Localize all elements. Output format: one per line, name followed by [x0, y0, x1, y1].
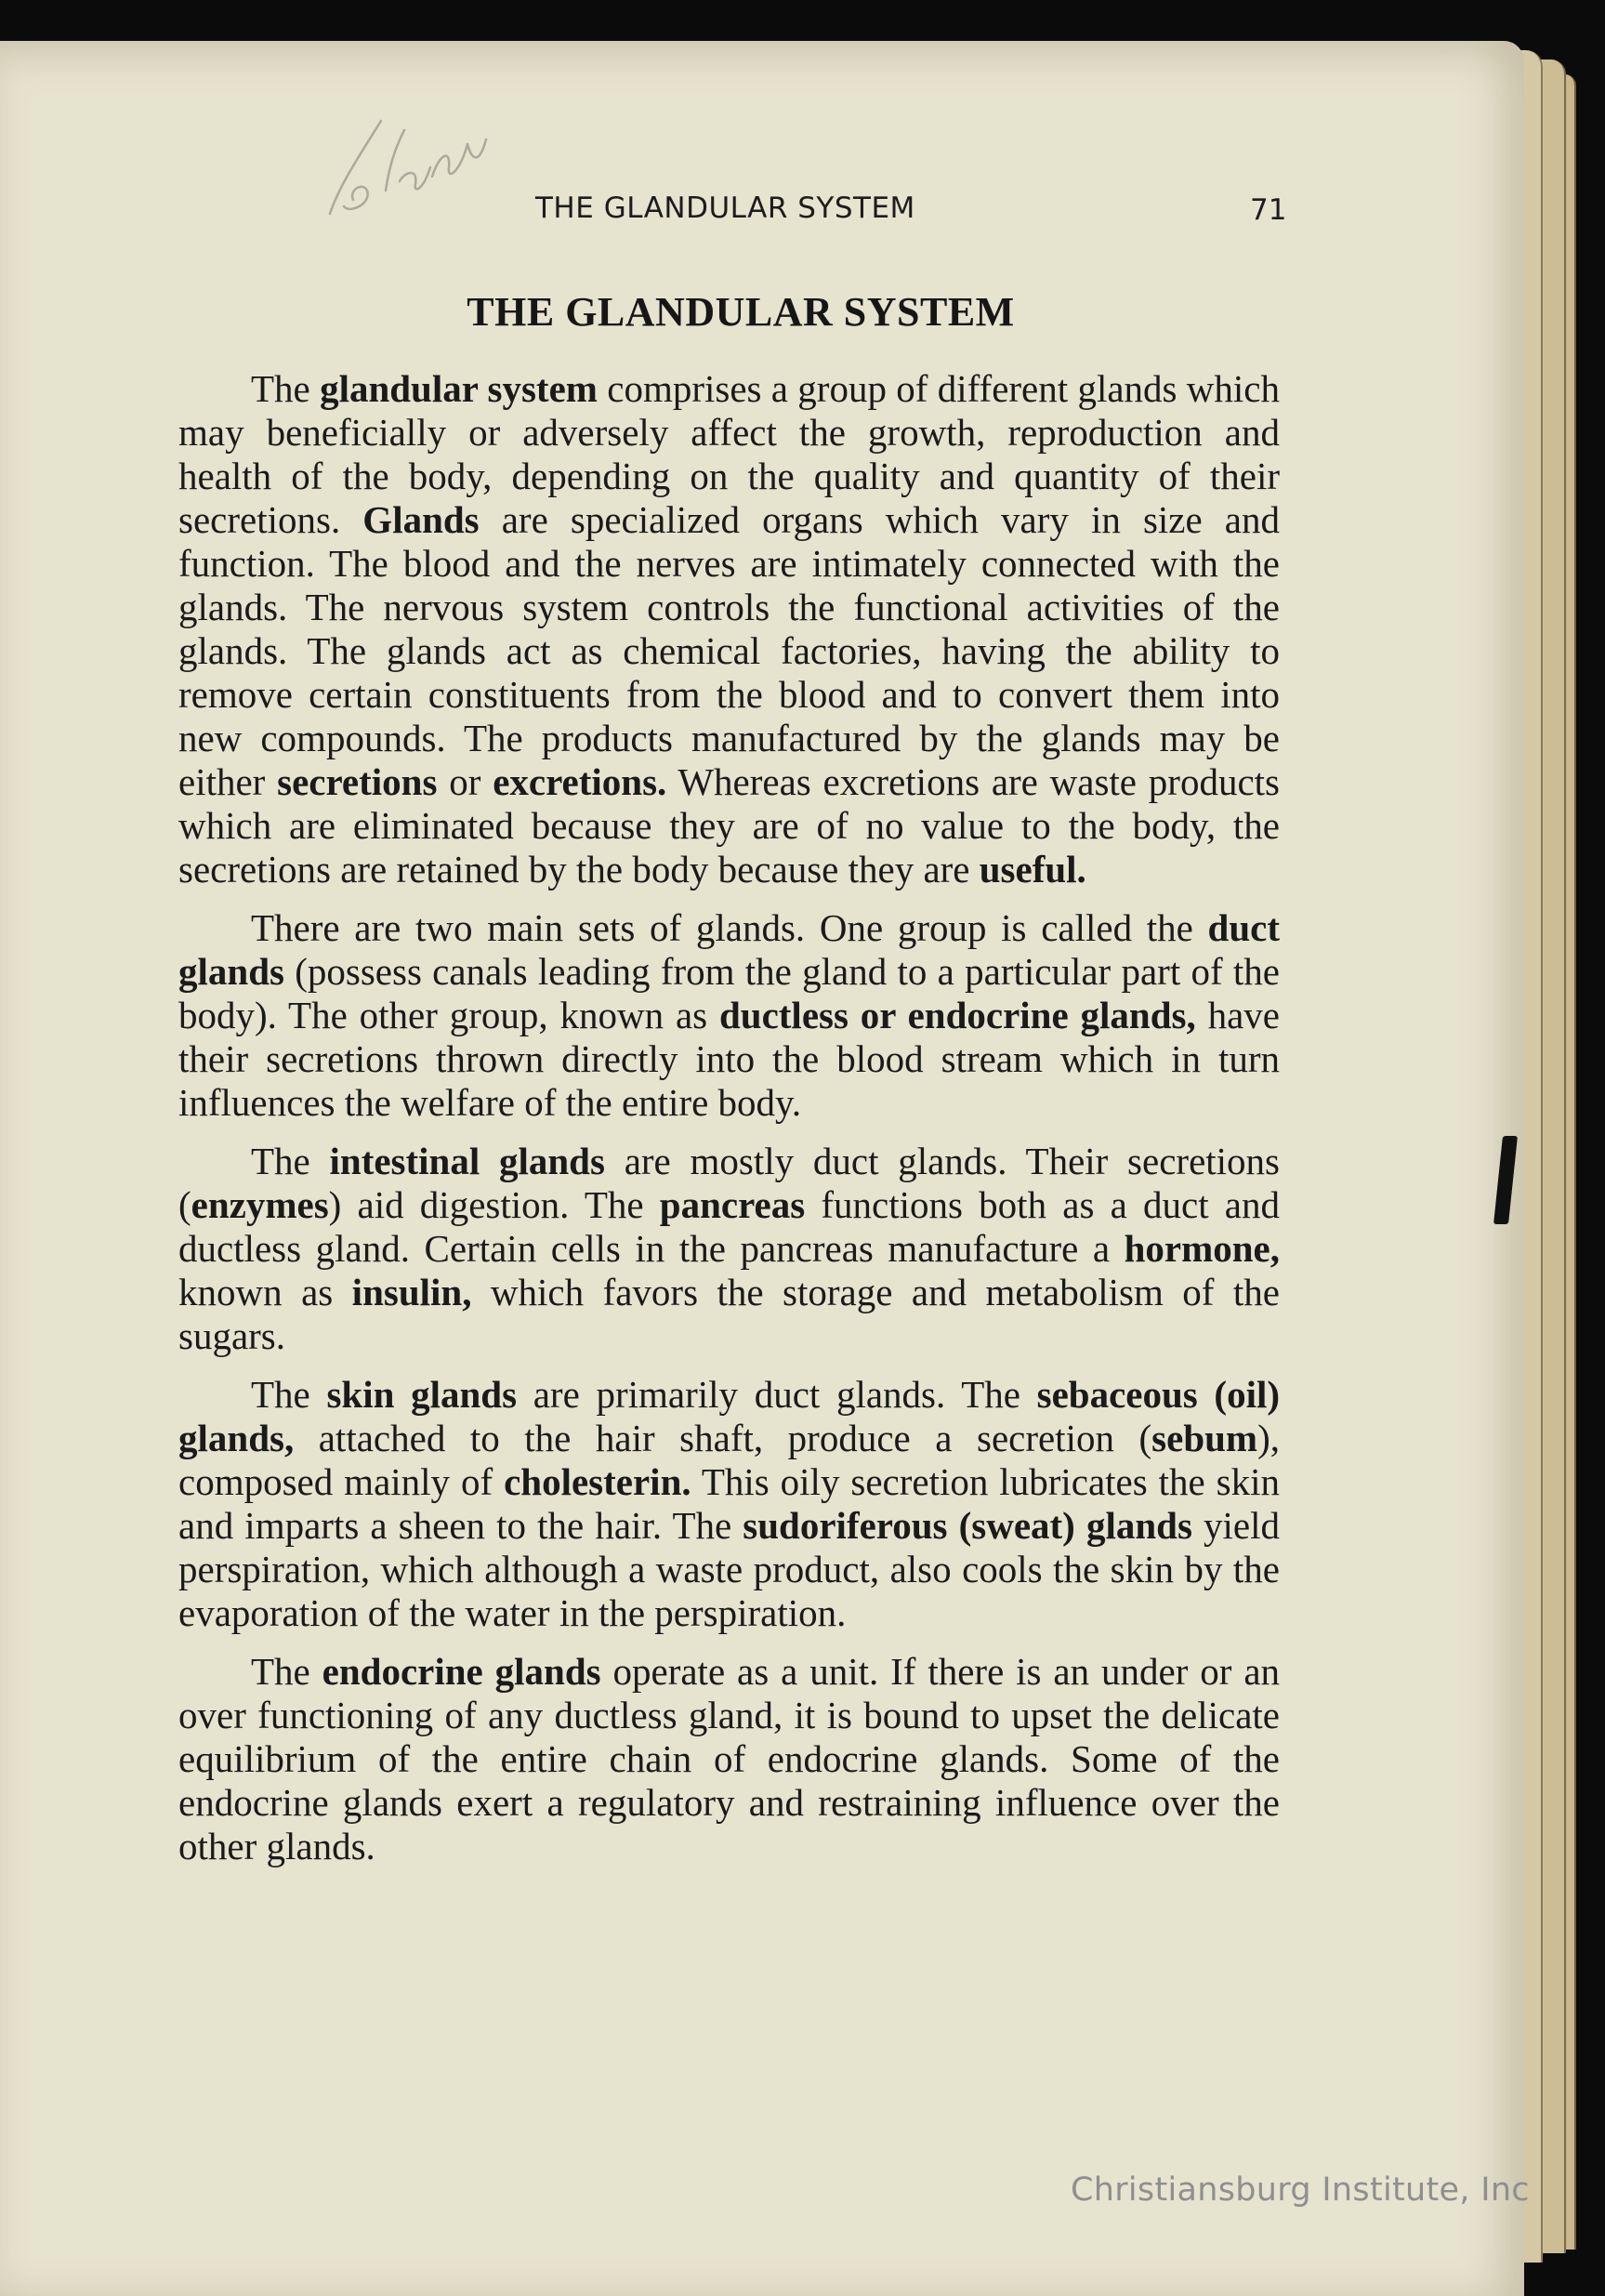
bold-term: excretions.: [493, 760, 667, 803]
text-run: (possess canals leading from the gland to a particular part of the body). The other group, known as: [178, 950, 1280, 1036]
bold-term: cholesterin.: [504, 1460, 691, 1503]
bold-term: skin glands: [326, 1373, 518, 1416]
text-run: The: [251, 1373, 327, 1416]
text-run: yield perspiration, which although a waste product, also cools the skin by the evaporation of the water in the perspiration.: [178, 1504, 1280, 1634]
text-run: functions both as a duct and ductless gland. Certain cells in the pancreas manufacture a: [178, 1183, 1280, 1270]
paragraph: [178, 1140, 1280, 1358]
bold-term: ductless or endocrine glands,: [718, 994, 1196, 1036]
text-run: are primarily duct glands. The: [517, 1373, 1037, 1416]
bold-term: enzymes: [191, 1183, 329, 1226]
page-number: 71: [1250, 193, 1287, 227]
bold-term: pancreas: [659, 1183, 806, 1226]
watermark: Christiansburg Institute, Inc: [1071, 2171, 1530, 2209]
bold-term: secretions: [277, 760, 438, 803]
page-title: THE GLANDULAR SYSTEM: [467, 289, 1015, 335]
bold-term: Glands: [362, 498, 480, 541]
text-run: are mostly duct glands. Their secretions (: [178, 1140, 1280, 1226]
bold-term: insulin,: [351, 1271, 472, 1313]
bold-term: sebum: [1151, 1417, 1258, 1459]
bold-term: useful.: [979, 848, 1086, 891]
bold-term: sebaceous (oil) glands,: [178, 1373, 1281, 1459]
text-run: ) aid digestion. The: [328, 1183, 660, 1226]
paragraph: [178, 1650, 1280, 1868]
text-run: Whereas excretions are waste products which are eliminated because they are of no value to the body, the secretions are retained by the body because they are: [178, 760, 1280, 891]
text-run: which favors the storage and metabolism of the sugars.: [178, 1271, 1280, 1357]
text-run: or: [437, 760, 493, 803]
bold-term: endocrine glands: [322, 1650, 601, 1693]
text-run: The: [251, 367, 321, 410]
text-run: known as: [178, 1271, 352, 1313]
running-head: THE GLANDULAR SYSTEM: [535, 191, 915, 225]
bold-term: hormone,: [1124, 1227, 1280, 1270]
paragraph: [178, 1373, 1280, 1635]
bold-term: intestinal glands: [329, 1140, 605, 1182]
text-run: operate as a unit. If there is an under or an over functioning of any ductless gland, it is bound to upset the delicate equilibrium of the entire chain of endocrine glands. Some of the endocrine glands exert a regulatory and restraining influence over the other glands.: [178, 1650, 1281, 1867]
text-run: This oily secretion lubricates the skin and imparts a sheen to the hair. The: [178, 1460, 1280, 1547]
paragraph: [178, 906, 1280, 1125]
text-run: attached to the hair shaft, produce a secretion (: [294, 1417, 1152, 1459]
bold-term: sudoriferous (sweat) glands: [743, 1504, 1192, 1547]
text-run: comprises a group of different glands which may beneficially or adversely affect the growth, reproduction and health of the body, depending on the quality and quantity of their secretions.: [178, 367, 1280, 541]
bold-term: glandular system: [320, 367, 598, 410]
body-text: [178, 367, 1280, 1883]
paragraph: [178, 367, 1280, 891]
text-run: The: [251, 1140, 330, 1182]
bold-term: duct glands: [178, 906, 1280, 993]
text-run: There are two main sets of glands. One group is called the: [251, 906, 1208, 949]
text-run: are specialized organs which vary in size and function. The blood and the nerves are intimately connected with the glands. The nervous system controls the functional activities of the glands. The glands act as chemical factories, having the ability to remove certain constituents from the blood and to convert them into new compounds. The products manufactured by the glands may be either: [178, 498, 1280, 803]
text-run: ), composed mainly of: [178, 1417, 1280, 1503]
handwritten-note-pencil: [311, 102, 497, 232]
text-run: The: [251, 1650, 322, 1693]
text-run: have their secretions thrown directly into the blood stream which in turn influences the welfare of the entire body.: [178, 994, 1281, 1124]
